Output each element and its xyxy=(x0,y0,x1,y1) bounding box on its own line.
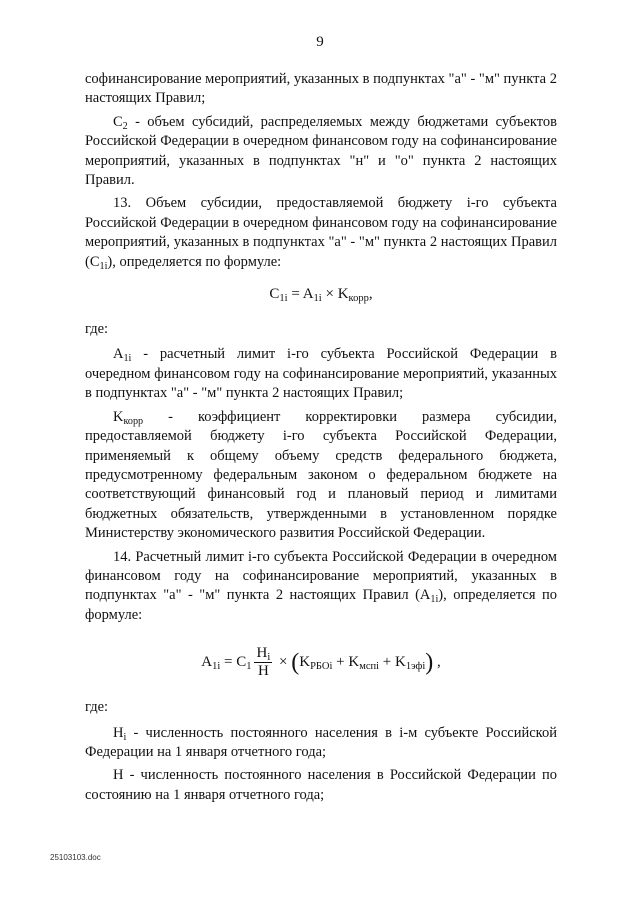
page-number: 9 xyxy=(316,34,324,50)
fraction-hi-h: $\frac{H_i}{H}$ xyxy=(256,645,271,680)
paragraph-h-definition: H - численность постоянного населения в Российской Федерации по состоянию на 1 января отчетного года; xyxy=(85,767,557,803)
formula-c1i: $C_{1i} = A_{1i} \times K_{корр}$, xyxy=(269,286,373,305)
document-body xyxy=(85,70,557,809)
paragraph-kkorr-definition: $K_{корр}$ - коэффициент корректировки размера субсидии, предоставляемой бюджету i-го субъекта Российской Федерации, применяемый к общему объему средств федерального бюджета, предусмотренному федеральным законом о федеральном бюджете на соответствующий финансовый год и плановый период и лимитами бюджетных обязательств, утвержденными в установленном порядке Министерству экономического развития Российской Федерации. xyxy=(85,408,557,542)
paragraph-13: 13. Объем субсидии, предоставляемой бюджету i-го субъекта Российской Федерации в очередном финансовом году на софинансирование мероприятий, указанных в подпунктах "а" - "м" пункта 2 настоящих Правил $(C_{1i})$, определяется по формуле: xyxy=(85,195,557,272)
paragraph-c2-definition: $C_2$ - объем субсидий, распределяемых между бюджетами субъектов Российской Федерации в очередном финансовом году на софинансирование мероприятий, указанных в подпунктах "н" и "о" пункта 2 настоящих Правил. xyxy=(85,113,557,189)
paragraph-14: 14. Расчетный лимит i-го субъекта Российской Федерации в очередном финансовом году на софинансирование мероприятий, указанных в подпунктах "а" - "м" пункта 2 настоящих Правил $(A_{1i})$, определяется по формуле: xyxy=(85,548,557,623)
paragraph-cofinancing-continuation: софинансирование мероприятий, указанных в подпунктах "а" - "м" пункта 2 настоящих Правил; xyxy=(85,71,557,107)
paragraph-a1i-definition: $A_{1i}$ - расчетный лимит i-го субъекта Российской Федерации в очередном финансовом году на софинансирование мероприятий, указанных в подпунктах "а" - "м" пункта 2 настоящих Правил; xyxy=(85,346,557,402)
file-name-footer: 25103103.doc xyxy=(50,853,101,862)
symbol-c2: $C_2$ xyxy=(113,113,128,132)
where-label: где: xyxy=(85,321,109,338)
paragraph-hi-definition: $H_i$ - численность постоянного населения в i-м субъекте Российской Федерации на 1 января отчетного года; xyxy=(85,724,557,760)
formula-a1i: $A_{1i} = C_1$ $\frac{H_i}{H}$ × $(K_{РБОi} + K_{мспi} + K_{1эфi})$ , xyxy=(201,645,441,680)
where-label-2: где: xyxy=(85,699,109,716)
